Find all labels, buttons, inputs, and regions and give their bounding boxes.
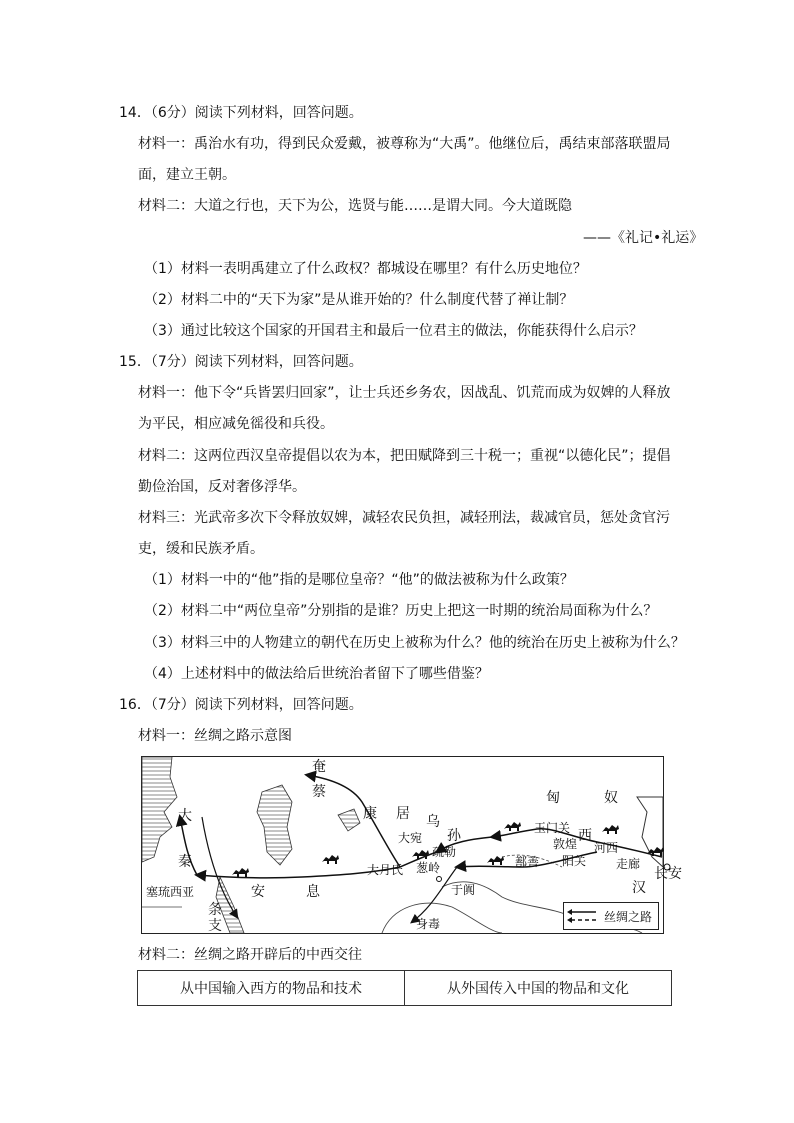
map-label-qin: 秦 (178, 854, 192, 870)
map-label-han: 汉 (632, 880, 646, 896)
map-label-yangguan: 阳关 (562, 854, 587, 868)
map-label-shanshan: 鄯善 (515, 855, 540, 869)
map-label-xiong: 匈 (546, 790, 560, 806)
q14-material1-line1: 材料一：禹治水有功，得到民众爱戴，被尊称为“大禹”。他继位后，禹结束部落联盟局 (138, 136, 671, 152)
q15-material2-line1: 材料二：这两位西汉皇帝提倡以农为本，把田赋降到三十税一；重视“以德化民”；提倡 (138, 448, 671, 464)
map-label-kang: 康 (363, 806, 377, 822)
q14-subquestion-1: （1）材料一表明禹建立了什么政权？都城设在哪里？有什么历史地位？ (144, 261, 587, 277)
q15-subquestion-1: （1）材料一中的“他”指的是哪位皇帝？“他”的做法被称为什么政策？ (144, 572, 574, 588)
q14-subquestion-2: （2）材料二中的“天下为家”是从谁开始的？什么制度代替了禅让制？ (144, 292, 574, 308)
map-label-da: 大 (178, 808, 192, 824)
map-label-nu: 奴 (604, 790, 618, 806)
map-label-cai: 蔡 (312, 784, 326, 800)
q15-subquestion-2: （2）材料二中“两位皇帝”分别指的是谁？历史上把这一时期的统治局面称为什么？ (144, 603, 658, 619)
map-label-yan: 奄 (312, 759, 326, 775)
exchange-table (137, 970, 672, 1006)
map-label-an: 安 (251, 884, 265, 900)
q14-material1-line2: 面，建立王朝。 (138, 167, 236, 183)
table-header-china-exports: 从中国输入西方的物品和技术 (138, 971, 405, 1006)
map-label-dunhuang: 敦煌 (553, 837, 578, 851)
q14-source: ——《礼记•礼运》 (583, 230, 704, 246)
q15-material3-line2: 吏，缓和民族矛盾。 (138, 541, 264, 557)
q16-material1-caption: 材料一：丝绸之路示意图 (138, 728, 292, 744)
map-label-shendu: 身毒 (416, 917, 441, 931)
map-label-ju: 居 (396, 806, 410, 822)
map-label-shule: 疏勒 (432, 845, 457, 859)
q14-heading: 14．（6分）阅读下列材料，回答问题。 (119, 105, 363, 121)
q15-subquestion-4: （4）上述材料中的做法给后世统治者留下了哪些借鉴？ (144, 666, 489, 682)
map-label-yutian: 于阗 (451, 883, 476, 897)
legend-label: 丝绸之路 (604, 910, 653, 924)
map-label-changan: 长安 (654, 866, 682, 882)
q16-heading: 16．（7分）阅读下列材料，回答问题。 (119, 697, 363, 713)
q15-material1-line2: 为平民，相应减免徭役和兵役。 (138, 416, 334, 432)
map-legend (563, 902, 659, 930)
map-label-yumenguan: 玉门关 (534, 821, 571, 835)
map-label-congling: 葱岭 (416, 861, 441, 875)
map-label-xi2: 息 (306, 884, 320, 900)
silk-road-map (141, 756, 682, 934)
map-label-zoulang: 走廊 (616, 857, 641, 871)
map-label-sailiuxiya: 塞琉西亚 (146, 885, 195, 899)
map-label-tiao: 条 (208, 902, 222, 918)
q15-heading: 15．（7分）阅读下列材料，回答问题。 (119, 354, 363, 370)
q15-material1-line1: 材料一：他下令“兵皆罢归回家”，让士兵还乡务农，因战乱、饥荒而成为奴婢的人释放 (138, 385, 671, 401)
table-header-foreign-imports: 从外国传入中国的物品和文化 (405, 971, 672, 1006)
map-label-xi: 西 (578, 828, 592, 844)
map-label-sun: 孙 (447, 828, 461, 844)
q15-material3-line1: 材料三：光武帝多次下令释放奴婢，减轻农民负担，减轻刑法，裁减官员，惩处贪官污 (138, 510, 670, 526)
map-label-dayuezhi: 大月氏 (367, 863, 404, 877)
map-label-dayuan: 大宛 (398, 831, 423, 845)
q14-subquestion-3: （3）通过比较这个国家的开国君主和最后一位君主的做法，你能获得什么启示？ (144, 323, 643, 339)
q15-material2-line2: 勤俭治国，反对奢侈浮华。 (138, 479, 306, 495)
map-label-wu: 乌 (426, 814, 440, 830)
legend-route-icon (566, 904, 602, 928)
table-header-row (138, 971, 672, 1006)
q15-subquestion-3: （3）材料三中的人物建立的朝代在历史上被称为什么？他的统治在历史上被称为什么？ (144, 635, 685, 651)
q16-material2-caption: 材料二：丝绸之路开辟后的中西交往 (138, 947, 362, 963)
q14-material2: 材料二：大道之行也，天下为公，选贤与能……是谓大同。今大道既隐 (138, 198, 572, 214)
map-label-hexi: 河西 (594, 841, 619, 855)
map-label-zhi: 支 (208, 918, 222, 934)
